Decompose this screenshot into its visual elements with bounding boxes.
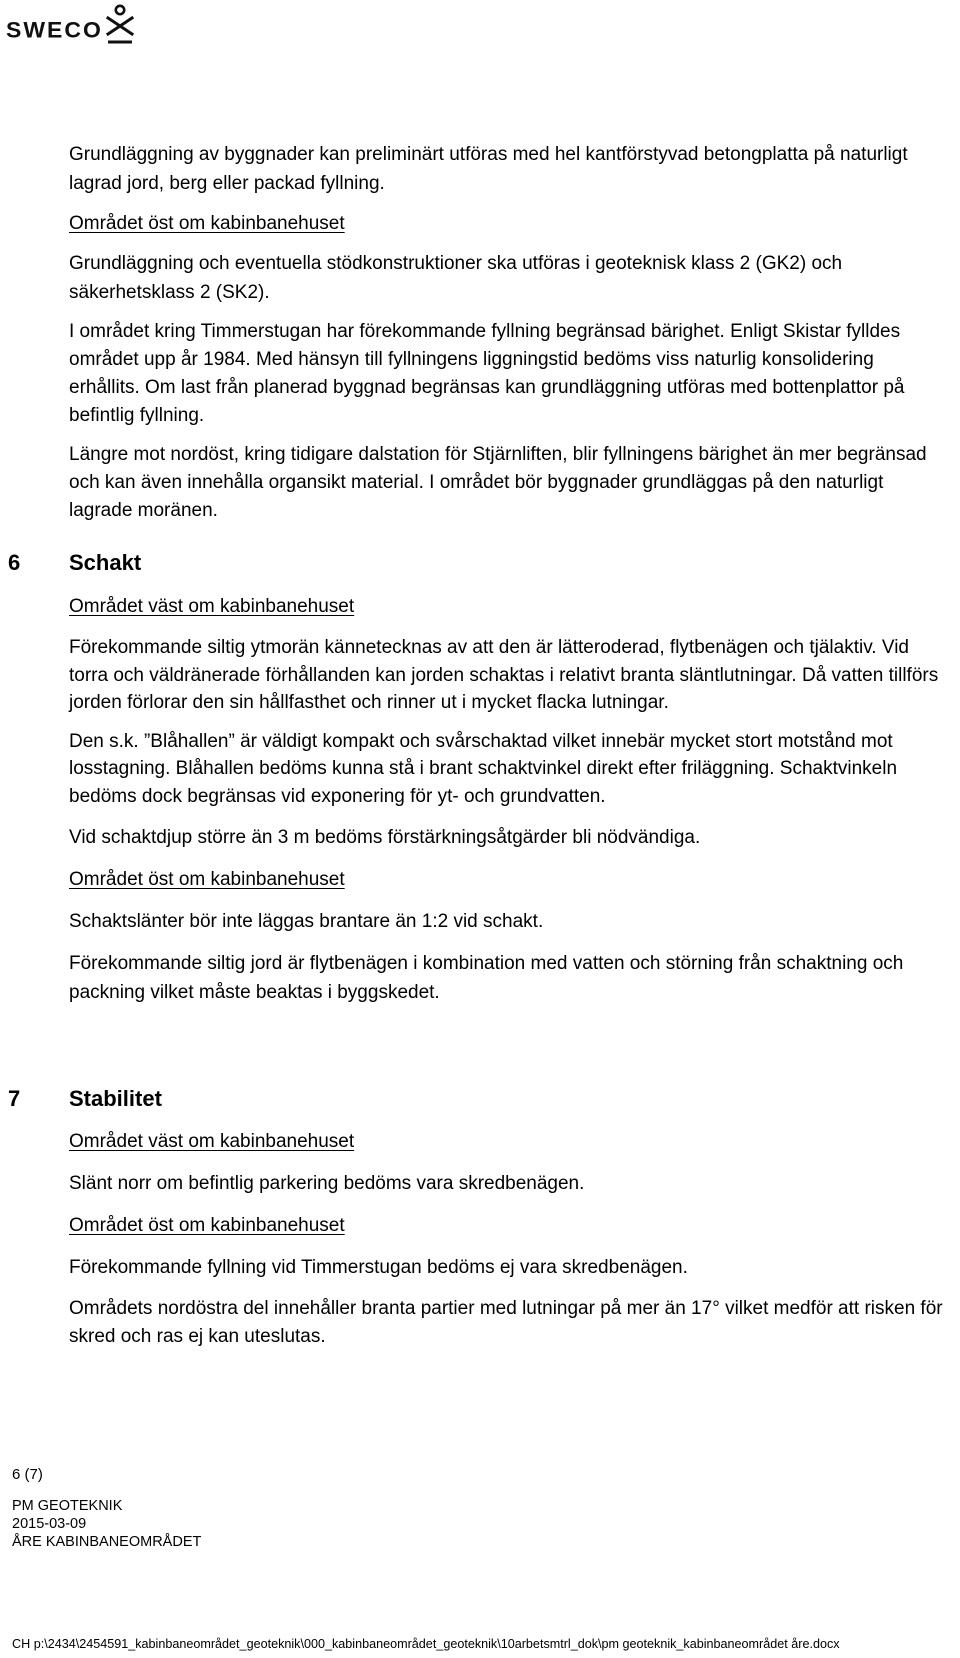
section-7-title: Stabilitet [69, 1086, 162, 1111]
paragraph-excavation-depth: Vid schaktdjup större än 3 m bedöms förstärkningsåtgärder bli nödvändiga. [69, 827, 701, 848]
subheading-west: Området väst om kabinbanehuset [69, 596, 355, 617]
sweco-figure-icon [105, 4, 135, 44]
sweco-logo [6, 4, 135, 42]
paragraph-blahallen: Den s.k. ”Blåhallen” är väldigt kompakt och svårschaktad vilket innebär mycket stort motstånd mot losstagning. Blåhallen bedöms kunna stå i brant schaktvinkel direkt efter friläggning. Schaktvinkeln bedöms dock begränsas vid exponering för yt- och grundvatten. [69, 730, 898, 807]
paragraph-foundation: Grundläggning av byggnader kan preliminärt utföras med hel kantförstyvad betongplatta på naturligt lagrad jord, berg eller packad fyllning. [69, 144, 908, 194]
paragraph-silty-soil: Förekommande siltig jord är flytbenägen i kombination med vatten och störning från schaktning och packning vilket måste beaktas i byggskedet. [69, 953, 904, 1003]
intro-block [69, 140, 949, 525]
paragraph-slopes: Schaktslänter bör inte läggas brantare än 1:2 vid schakt. [69, 911, 544, 932]
paragraph-northeast: Längre mot nordöst, kring tidigare dalstation för Stjärnliften, blir fyllningens bärighet än mer begränsad och kan även innehålla organsikt material. I området bör byggnader grundläggas på den naturligt lagrade moränen. [69, 444, 927, 521]
section-6-number: 6 [8, 550, 21, 575]
paragraph-geotech-class: Grundläggning och eventuella stödkonstruktioner ska utföras i geoteknisk klass 2 (GK2) och säkerhetsklass 2 (SK2). [69, 253, 843, 303]
page-number: 6 (7) [12, 1466, 43, 1483]
paragraph-fill-stability: Förekommande fyllning vid Timmerstugan bedöms ej vara skredbenägen. [69, 1257, 688, 1278]
footer-doc-info [12, 1497, 201, 1551]
subheading-east-3: Området öst om kabinbanehuset [69, 1215, 345, 1236]
paragraph-slope-north: Slänt norr om befintlig parkering bedöms vara skredbenägen. [69, 1173, 585, 1194]
subheading-west-2: Området väst om kabinbanehuset [69, 1131, 355, 1152]
footer-project: ÅRE KABINBANEOMRÅDET [12, 1534, 202, 1550]
section-7-number: 7 [8, 1086, 21, 1111]
section-7-body [69, 1127, 949, 1350]
paragraph-northeast-slopes: Områdets nordöstra del innehåller branta partier med lutningar på mer än 17° vilket medför att risken för skred och ras ej kan uteslutas. [69, 1298, 943, 1347]
footer-doc-type: PM GEOTEKNIK [12, 1498, 123, 1514]
section-6-title: Schakt [69, 550, 142, 575]
paragraph-silt-moraine: Förekommande siltig ytmorän kännetecknas av att den är lätteroderad, flytbenägen och tjälaktiv. Vid torra och väldränerade förhållanden kan jorden schaktas i relativt branta släntlutningar. Då vatten tillförs jorden förlorar den sin hållfasthet och rinner ut i mycket flacka lutningar. [69, 637, 939, 713]
subheading-east: Området öst om kabinbanehuset [69, 213, 345, 234]
footer-date: 2015-03-09 [12, 1516, 87, 1532]
paragraph-timmerstugan: I området kring Timmerstugan har förekommande fyllning begränsad bärighet. Enligt Skistar fylldes området upp år 1984. Med hänsyn till fyllningens liggningstid bedöms viss naturlig konsolidering erhållits. Om last från planerad byggnad begränsas kan grundläggning utföras med bottenplattor på befintlig fyllning. [69, 321, 905, 426]
section-6-body [69, 592, 949, 1007]
file-path: CH p:\2434\2454591_kabinbaneområdet_geoteknik\000_kabinbaneområdet_geoteknik\10arbetsmtrl_dok\pm geoteknik_kabinbaneområdet åre.docx [12, 1637, 840, 1651]
logo-text: SWECO [6, 17, 103, 43]
subheading-east-2: Området öst om kabinbanehuset [69, 869, 345, 890]
